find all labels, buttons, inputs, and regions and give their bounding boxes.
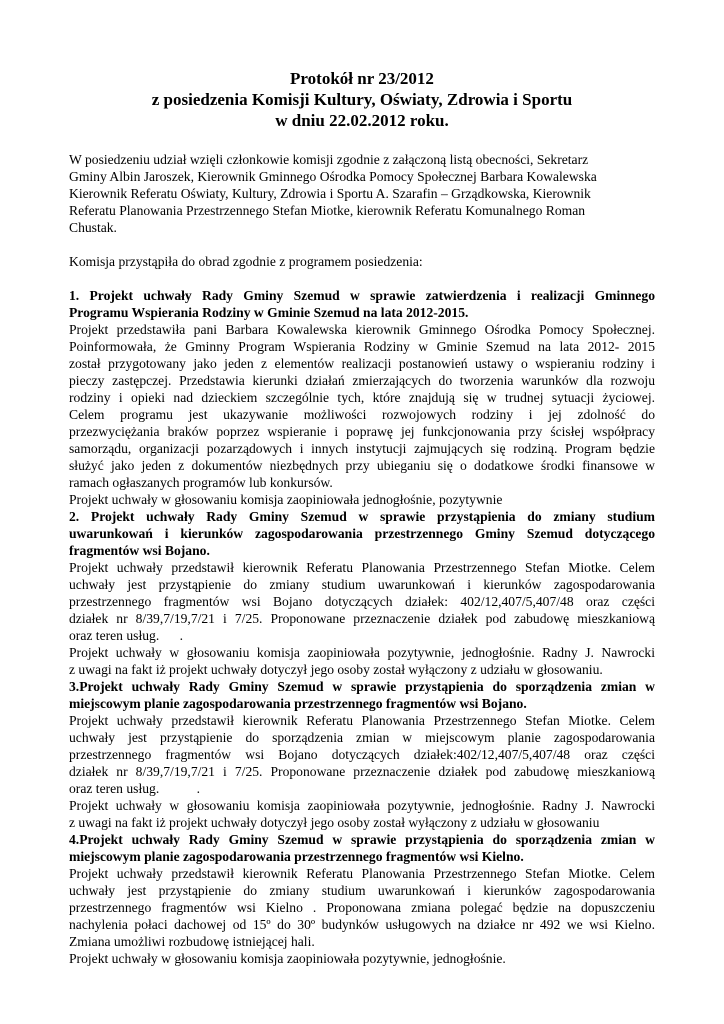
item-heading-line: miejscowym planie zagospodarowania przestrzennego fragmentów wsi Kielno. (69, 849, 524, 864)
item-body-line: przestrzennego fragmentów wsi Bojano dotyczących działek:402/12,407/5,407/48 oraz części (69, 747, 655, 762)
item-vote-line: Projekt uchwały w głosowaniu komisja zaopiniowała jednogłośnie, pozytywnie (69, 492, 503, 507)
item-heading-line: 4.Projekt uchwały Rady Gminy Szemud w sprawie przystąpienia do sporządzenia zmian w (69, 832, 655, 847)
item-body-line: działek nr 8/39,7/19,7/21 i 7/25. Proponowane przeznaczenie działek pod zabudowę mieszkaniową (69, 764, 655, 779)
intro-line: W posiedzeniu udział wzięli członkowie komisji zgodnie z załączoną listą obecności, Sekretarz (69, 152, 589, 167)
document-date: w dniu 22.02.2012 roku. (275, 111, 449, 130)
item-body-line: działek nr 8/39,7/19,7/21 i 7/25. Proponowane przeznaczenie działek pod zabudowę mieszkaniową (69, 611, 655, 626)
item-heading-line: 2. Projekt uchwały Rady Gminy Szemud w sprawie przystąpienia do zmiany studium (69, 509, 655, 524)
item-heading-line: 3.Projekt uchwały Rady Gminy Szemud w sprawie przystąpienia do sporządzenia zmian w (69, 679, 655, 694)
item-body-line: Projekt uchwały przedstawił kierownik Referatu Planowania Przestrzennego Stefan Miotke. Celem (69, 866, 655, 881)
item-vote-line: Projekt uchwały w głosowaniu komisja zaopiniowała pozytywnie, jednogłośnie. Radny J. Nawrocki (69, 645, 655, 660)
item-body-line: Zmiana umożliwi rozbudowę istniejącej hali. (69, 934, 315, 949)
item-body-line: przezwyciężania braków poprzez wspieranie i poprawę jej funkcjonowania przy ścisłej współpracy (69, 424, 655, 439)
item-body-line: Projekt uchwały przedstawił kierownik Referatu Planowania Przestrzennego Stefan Miotke. Celem (69, 713, 655, 728)
item-body-line: nachylenia połaci dachowej od 15º do 30º budynków usługowych na działce nr 492 we wsi Kielno. (69, 917, 655, 932)
item-vote-line: Projekt uchwały w głosowaniu komisja zaopiniowała pozytywnie, jednogłośnie. Radny J. Nawrocki (69, 798, 655, 813)
item-body-line: przestrzennego fragmentów wsi Bojano dotyczących działek: 402/12,407/5,407/48 oraz części (69, 594, 655, 609)
item-body-line: Projekt przedstawiła pani Barbara Kowalewska kierownik Gminnego Ośrodka Pomocy Społecznej. (69, 322, 655, 337)
document-title: Protokół nr 23/2012 (290, 69, 434, 88)
item-body-line: pieczy zastępczej. Przedstawia kierunki działań zmierzających do tworzenia warunków dla rozwoju (69, 373, 655, 388)
item-body-line: Celem programu jest ukazywanie możliwości rozwojowych rodziny i jej zdolność do (69, 407, 655, 422)
item-vote-line: z uwagi na fakt iż projekt uchwały dotyczył jego osoby został wyłączony z udziału w głosowaniu (69, 815, 600, 830)
item-body-line: ramach ogłaszanych programów lub konkursów. (69, 475, 333, 490)
item-body-line: uchwały jest przystąpienie do sporządzenia zmian w miejscowym planie zagospodarowania (69, 730, 655, 745)
item-heading-line: uwarunkowań i kierunków zagospodarowania przestrzennego Gminy Szemud dotyczącego (69, 526, 655, 541)
item-heading-line: miejscowym planie zagospodarowania przestrzennego fragmentów wsi Bojano. (69, 696, 527, 711)
item-body-line: służyć jako jeden z dokumentów niezbędnych przy ubieganiu się o dodatkowe środki finansowe w (69, 458, 655, 473)
intro-line: Kierownik Referatu Oświaty, Kultury, Zdrowia i Sportu A. Szarafin – Grządkowska, Kierownik (69, 186, 591, 201)
item-body-line: rodziny i opieki nad dzieckiem szczególnie tych, które znajdują się w trudnej sytuacji życiowej. (69, 390, 655, 405)
intro-line: Chustak. (69, 220, 117, 235)
item-body-line: uchwały jest przystąpienie do zmiany studium uwarunkowań i kierunków zagospodarowania (69, 577, 655, 592)
item-body-line: oraz teren usług. . (69, 781, 200, 796)
item-heading-line: 1. Projekt uchwały Rady Gminy Szemud w sprawie zatwierdzenia i realizacji Gminnego (69, 288, 655, 303)
item-body-line: uchwały jest przystąpienie do zmiany studium uwarunkowań i kierunków zagospodarowania (69, 883, 655, 898)
item-vote-line: z uwagi na fakt iż projekt uchwały dotyczył jego osoby został wyłączony z udziału w głosowaniu. (69, 662, 603, 677)
item-heading-line: fragmentów wsi Bojano. (69, 543, 210, 558)
item-body-line: Projekt uchwały przedstawił kierownik Referatu Planowania Przestrzennego Stefan Miotke. Celem (69, 560, 655, 575)
agenda-line: Komisja przystąpiła do obrad zgodnie z programem posiedzenia: (69, 254, 423, 269)
item-body-line: Poinformowała, że Gminny Program Wspierania Rodziny w Gminie Szemud na lata 2012- 2015 (69, 339, 655, 354)
item-body-line: został przygotowany jako jeden z elementów realizacji postanowień ustawy o wspieraniu rodziny i (69, 356, 655, 371)
item-vote-line: Projekt uchwały w głosowaniu komisja zaopiniowała pozytywnie, jednogłośnie. (69, 951, 506, 966)
item-heading-line: Programu Wspierania Rodziny w Gminie Szemud na lata 2012-2015. (69, 305, 469, 320)
intro-line: Gminy Albin Jaroszek, Kierownik Gminnego Ośrodka Pomocy Społecznej Barbara Kowalewska (69, 169, 597, 184)
intro-line: Referatu Planowania Przestrzennego Stefan Miotke, kierownik Referatu Komunalnego Roman (69, 203, 586, 218)
item-body-line: oraz teren usług. . (69, 628, 184, 643)
item-body-line: samorządu, organizacji pozarządowych i innych instytucji zajmujących się rodziną. Program będzie (69, 441, 655, 456)
item-body-line: przestrzennego fragmentów wsi Kielno . Proponowana zmiana polegać będzie na dopuszczeniu (69, 900, 655, 915)
document-subtitle: z posiedzenia Komisji Kultury, Oświaty, Zdrowia i Sportu (151, 90, 573, 109)
